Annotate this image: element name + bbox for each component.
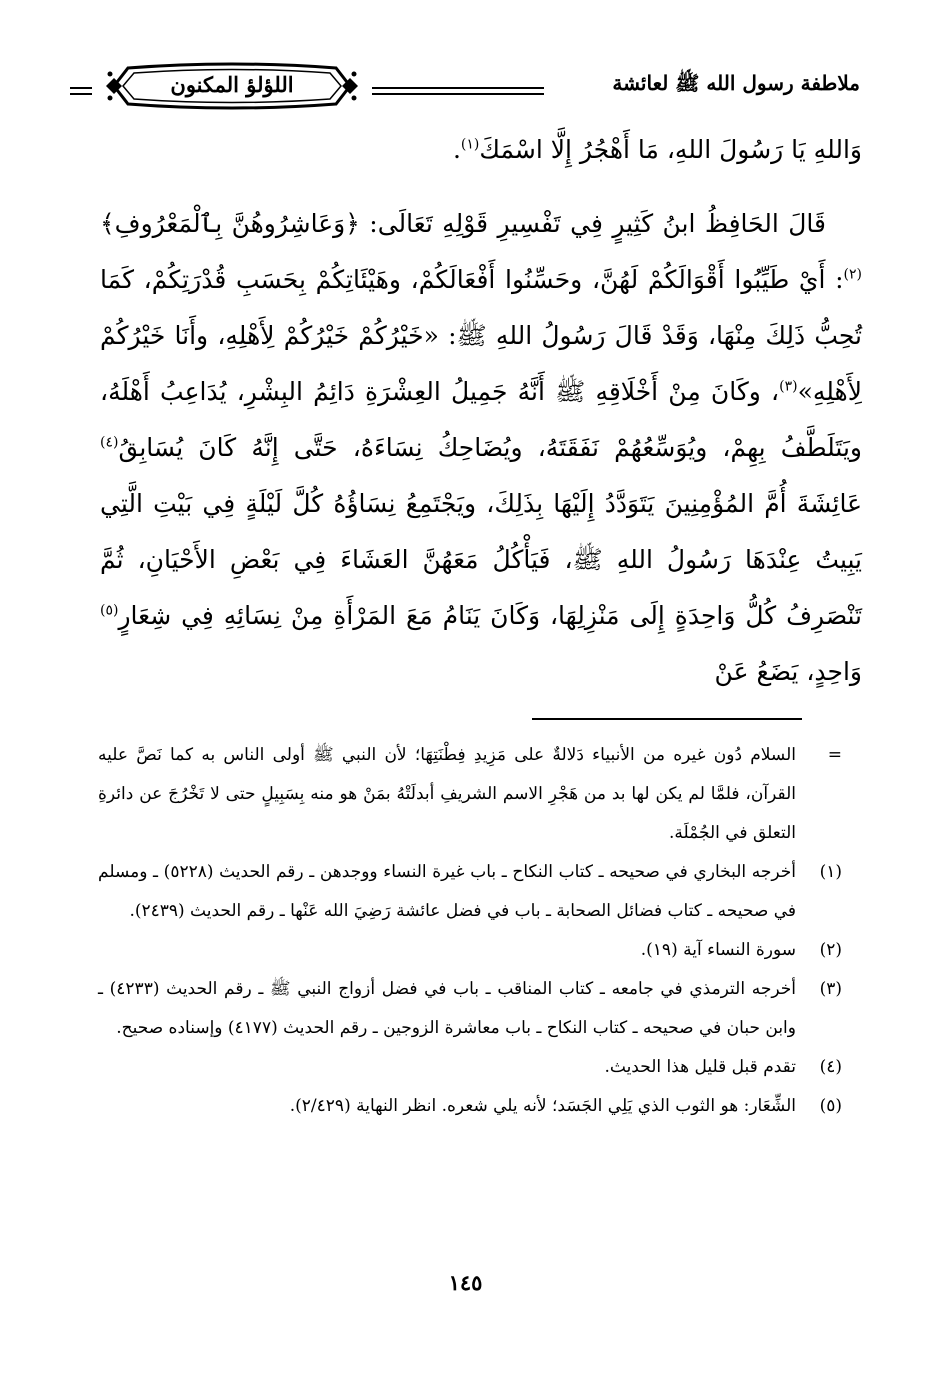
footnote-marker: (٣): [819, 979, 842, 999]
section-title: ملاطفة رسول الله ﷺ لعائشة: [612, 71, 860, 95]
footnote-text: سورة النساء آية (١٩).: [640, 940, 796, 960]
footnote-separator: [532, 718, 802, 720]
footnote-marker: (٥): [819, 1096, 842, 1116]
footnote-marker: (٤): [819, 1057, 842, 1077]
footnote-4: [98, 1048, 842, 1087]
paragraph-1: [100, 122, 862, 178]
footnote-2: [98, 931, 842, 970]
footnote-marker: (٢): [819, 940, 842, 960]
footnote-ref-2: (٢): [843, 266, 862, 283]
paragraph-2-part-a: قَالَ الحَافِظُ ابنُ كَثِيرٍ فِي تَفْسِيرِ قَوْلِهِ تَعَالَى: ﴿وَعَاشِرُوهُنَّ بِٱلْمَعْرُوفِ﴾: [100, 209, 826, 238]
footnote-3: [98, 970, 842, 1048]
footnote-marker: (١): [819, 862, 842, 882]
footnote-text: السلام دُون غيره من الأنبياء دَلالةٌ على مَزِيدِ فِطْنَتِهَا؛ لأن النبي ﷺ أولى الناس به كما نَصَّ عليه القرآن، فلمَّا لم يكن لها بد من هَجْرِ الاسم الشريفِ أبدلَتْهُ بمَنْ هو منه بِسَبِيلٍ حتى لا تَخْرُجَ عن دائرةِ التعلق في الجُمْلَة.: [98, 745, 796, 843]
paragraph-1-text: وَاللهِ يَا رَسُولَ اللهِ، مَا أَهْجُرُ إِلَّا اسْمَكَ: [479, 135, 862, 164]
header-rule-right: [372, 87, 544, 95]
footnote-5: [98, 1087, 842, 1126]
footnotes: [98, 736, 842, 1126]
footnote-ref-3: (٣): [779, 378, 798, 395]
footnote-text: أخرجه البخاري في صحيحه ـ كتاب النكاح ـ باب غيرة النساء ووجدهن ـ رقم الحديث (٥٢٢٨) ـ ومسلم في صحيحه ـ كتاب فضائل الصحابة ـ باب في فضل عائشة رَضِيَ الله عَنْها ـ رقم الحديث (٢٤٣٩).: [98, 862, 796, 921]
footnote-continuation: [98, 736, 842, 853]
book-title-badge: [106, 62, 358, 110]
footnote-text: تقدم قبل قليل هذا الحديث.: [604, 1057, 796, 1077]
footnote-ref-5: (٥): [100, 602, 119, 619]
footnote-ref-4: (٤): [100, 434, 119, 451]
footnote-text: أخرجه الترمذي في جامعه ـ كتاب المناقب ـ باب في فضل أزواج النبي ﷺ ـ رقم الحديث (٤٢٣٣) ـ وابن حبان في صحيحه ـ كتاب النكاح ـ باب معاشرة الزوجين ـ رقم الحديث (٤١٧٧) وإسناده صحيح.: [98, 979, 796, 1038]
paragraph-2-part-d: عَائِشَةَ أُمَّ المُؤْمِنِينَ يَتَوَدَّدُ إِلَيْهَا بِذَلِكَ، ويَجْتَمِعُ نِسَاؤُهُ كُلَّ لَيْلَةٍ فِي بَيْتِ الَّتِي يَبِيتُ عِنْدَهَا رَسُولُ اللهِ ﷺ، فَيَأْكُلُ مَعَهُنَّ العَشَاءَ فِي بَعْضِ الأَحْيَانِ، ثُمَّ تَنْصَرِفُ كُلُّ وَاحِدَةٍ إِلَى مَنْزِلِهَا، وَكَانَ يَنَامُ مَعَ المَرْأَةِ مِنْ نِسَائِهِ فِي شِعَارٍ: [100, 489, 862, 630]
paragraph-2-part-b: : أَيْ طَيِّبُوا أَقْوَالَكُمْ لَهُنَّ، وحَسِّنُوا أَفْعَالَكُمْ، وهَيْئَاتِكُمْ بِحَسَبِ قُدْرَتِكُمْ، كَمَا تُحِبُّ ذَلِكَ مِنْهَا، وَقَدْ قَالَ رَسُولُ اللهِ ﷺ: «خَيْرُكُمْ خَيْرُكُمْ لِأَهْلِهِ، وأَنَا خَيْرُكُمْ لِأَهْلِهِ»: [100, 265, 862, 406]
paragraph-2-part-c: ، وكَانَ مِنْ أَخْلَاقِهِ ﷺ أَنَّهُ جَمِيلُ العِشْرَةِ دَائِمُ البِشْرِ، يُدَاعِبُ أَهْلَهُ، ويَتَلَطَّفُ بِهِمْ، ويُوَسِّعُهُمْ نَفَقَتَهُ، ويُضَاحِكُ نِسَاءَهُ، حَتَّى إِنَّهُ كَانَ يُسَابِقُ: [100, 377, 862, 462]
footnote-marker: =: [827, 745, 842, 765]
paragraph-2-part-e: وَاحِدٍ، يَضَعُ عَنْ: [714, 657, 862, 686]
paragraph-1-end: .: [452, 135, 461, 164]
header-rule-left: [70, 87, 92, 95]
footnote-1: [98, 853, 842, 931]
book-title: اللؤلؤ المكنون: [170, 72, 294, 97]
footnote-text: الشِّعَار: هو الثوب الذي يَلِي الجَسَد؛ لأنه يلي شعره. انظر النهاية (٢/٤٢٩).: [289, 1096, 796, 1116]
page-number: ١٤٥: [448, 1270, 483, 1295]
paragraph-2: [100, 196, 862, 700]
footnote-ref-1: (١): [460, 136, 480, 153]
page-header: [70, 58, 860, 120]
main-text: [100, 122, 862, 700]
